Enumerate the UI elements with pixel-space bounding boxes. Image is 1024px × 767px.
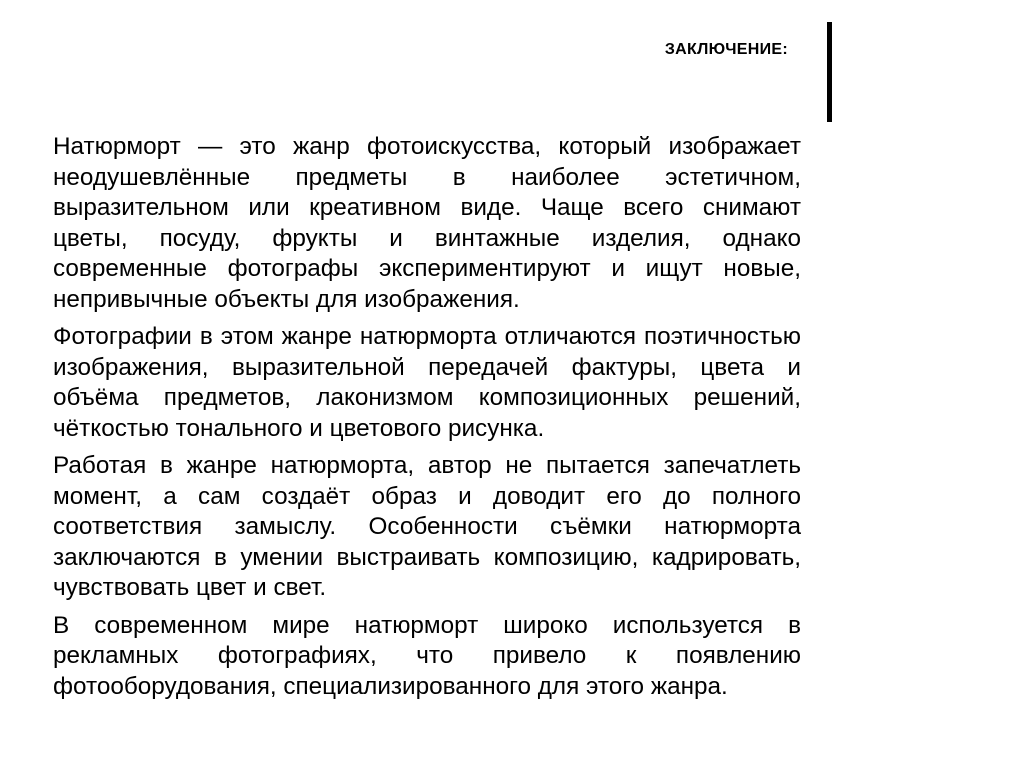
paragraph-2: Фотографии в этом жанре натюрморта отличаются поэтичностью изображения, выразительной передачей фактуры, цвета и объёма предметов, лаконизмом композиционных решений, чёткостью тонального и цветового рисунка.	[53, 323, 801, 442]
slide-title: ЗАКЛЮЧЕНИЕ:	[664, 41, 788, 58]
body-text	[53, 132, 801, 702]
paragraph-4: В современном мире натюрморт широко используется в рекламных фотографиях, что привело к появлению фотооборудования, специализированного для этого жанра.	[53, 611, 801, 700]
paragraph-1: Натюрморт — это жанр фотоискусства, который изображает неодушевлённые предметы в наиболее эстетичном, выразительном или креативном виде. Чаще всего снимают цветы, посуду, фрукты и винтажные изделия, однако современные фотографы экспериментируют и ищут новые, непривычные объекты для изображения.	[53, 133, 801, 313]
title-divider	[827, 22, 832, 122]
paragraph-3: Работая в жанре натюрморта, автор не пытается запечатлеть момент, а сам создаёт образ и доводит его до полного соответствия замыслу. Особенности съёмки натюрморта заключаются в умении выстраивать композицию, кадрировать, чувствовать цвет и свет.	[53, 452, 801, 601]
